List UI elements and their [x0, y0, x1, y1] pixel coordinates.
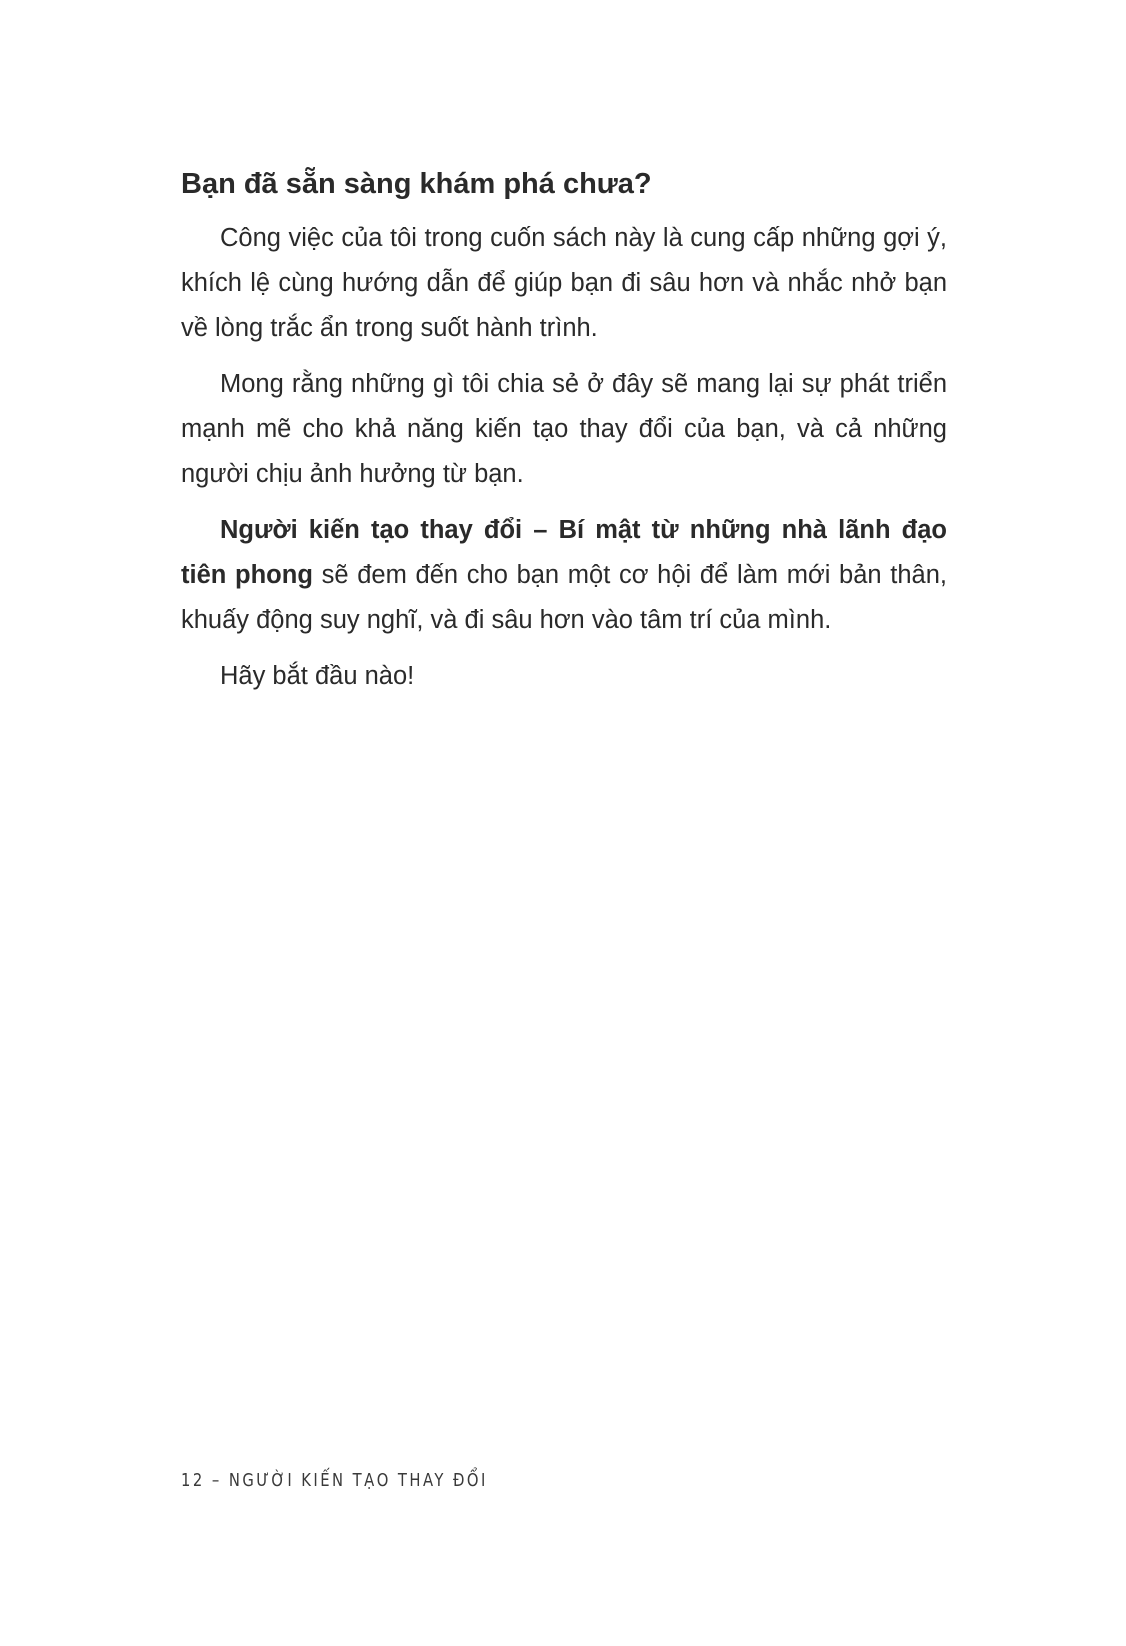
paragraph-4: Hãy bắt đầu nào! [220, 662, 415, 690]
footer-separator: – [204, 1470, 229, 1491]
paragraph-1: Công việc của tôi trong cuốn sách này là cung cấp những gợi ý, khích lệ cùng hướng dẫn để giúp bạn đi sâu hơn và nhắc nhở bạn về lòng trắc ẩn trong suốt hành trình. [181, 224, 947, 342]
paragraph-3 [181, 508, 947, 643]
page-number: 12 [181, 1470, 205, 1491]
book-title-bold: Người kiến tạo thay đổi – Bí mật từ những nhà lãnh đạo tiên phong [181, 516, 947, 589]
paragraph-2: Mong rằng những gì tôi chia sẻ ở đây sẽ mang lại sự phát triển mạnh mẽ cho khả năng kiến tạo thay đổi của bạn, và cả những người chịu ảnh hưởng từ bạn. [181, 370, 947, 488]
running-title: NGƯỜI KIẾN TẠO THAY ĐỔI [228, 1470, 488, 1491]
paragraph-3-text: sẽ đem đến cho bạn một cơ hội để làm mới bản thân, khuấy động suy nghĩ, và đi sâu hơn vào tâm trí của mình. [181, 561, 947, 634]
page-footer [181, 1470, 488, 1491]
page-content [181, 166, 947, 710]
section-heading: Bạn đã sẵn sàng khám phá chưa? [181, 168, 652, 200]
